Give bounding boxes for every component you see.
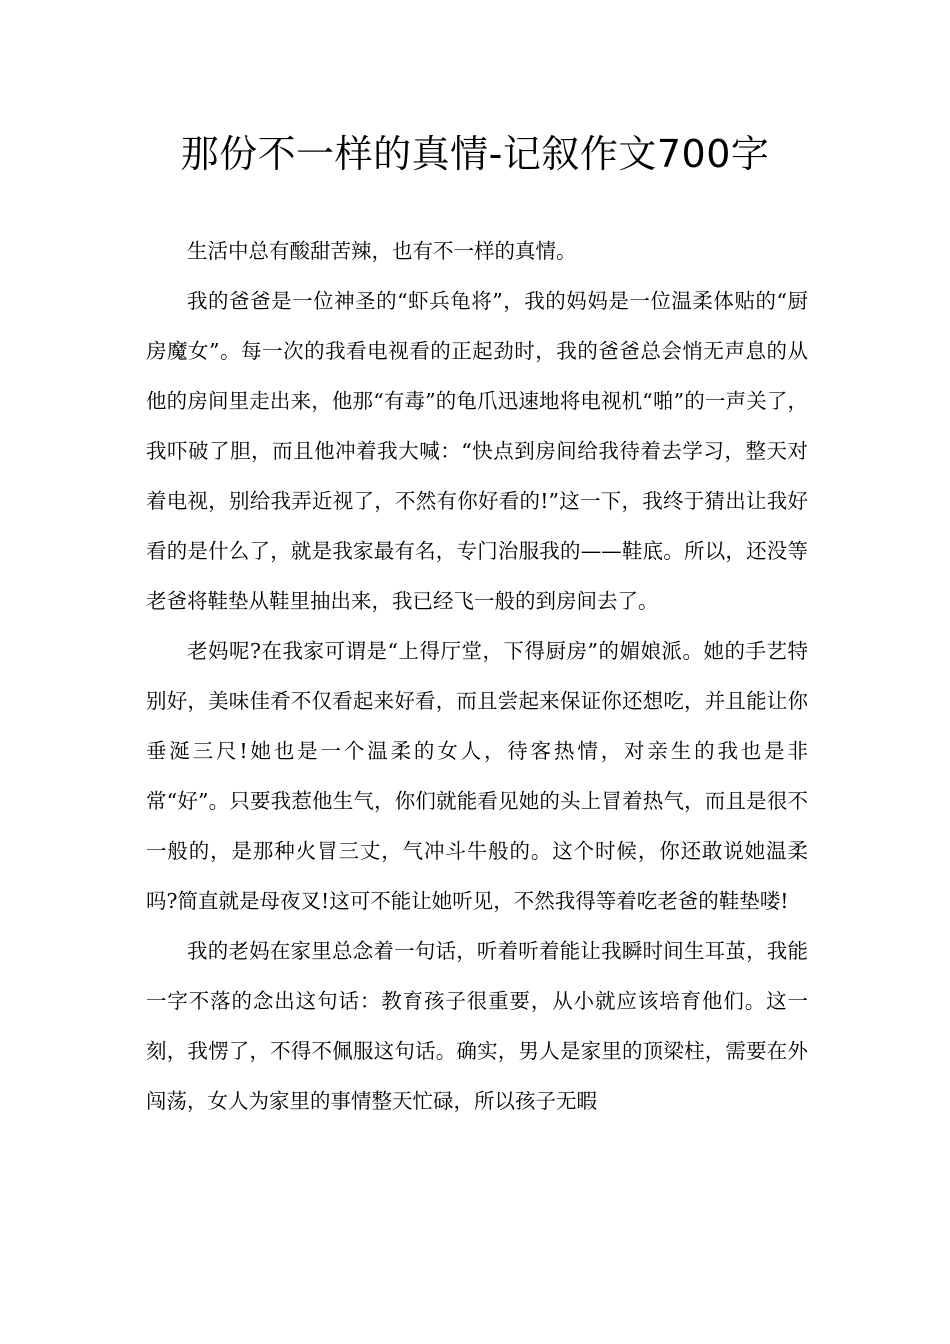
document-title: 那份不一样的真情-记叙作文700字 xyxy=(180,132,770,176)
paragraph-3: 老妈呢?在我家可谓是“上得厅堂，下得厨房”的媚娘派。她的手艺特别好，美味佳肴不仅看起来好看，而且尝起来保证你还想吃，并且能让你垂涎三尺!她也是一个温柔的女人，待客热情，对亲生的我也是非常“好”。只要我惹他生气，你们就能看见她的头上冒着热气，而且是很不一般的，是那种火冒三丈，气冲斗牛般的。这个时候，你还敢说她温柔吗?简直就是母夜叉!这可不能让她听见，不然我得等着吃老爸的鞋垫喽! xyxy=(146,639,808,913)
document-body xyxy=(146,226,808,1126)
paragraph-1: 生活中总有酸甜苦辣，也有不一样的真情。 xyxy=(187,239,577,263)
paragraph-2: 我的爸爸是一位神圣的“虾兵龟将”，我的妈妈是一位温柔体贴的“厨房魔女”。每一次的我看电视看的正起劲时，我的爸爸总会悄无声息的从他的房间里走出来，他那“有毒”的龟爪迅速地将电视机“啪”的一声关了，我吓破了胆，而且他冲着我大喊：“快点到房间给我待着去学习，整天对着电视，别给我弄近视了，不然有你好看的!”这一下，我终于猜出让我好看的是什么了，就是我家最有名，专门治服我的——鞋底。所以，还没等老爸将鞋垫从鞋里抽出来，我已经飞一般的到房间去了。 xyxy=(146,289,808,613)
paragraph-4: 我的老妈在家里总念着一句话，听着听着能让我瞬时间生耳茧，我能一字不落的念出这句话：教育孩子很重要，从小就应该培育他们。这一刻，我愣了，不得不佩服这句话。确实，男人是家里的顶梁柱，需要在外闯荡，女人为家里的事情整天忙碌，所以孩子无暇 xyxy=(146,939,808,1113)
